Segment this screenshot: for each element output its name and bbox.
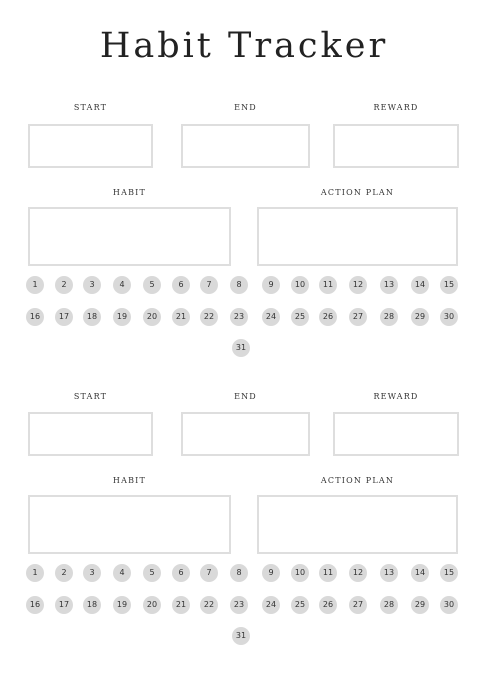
start-box[interactable] — [28, 124, 153, 168]
day-circle-13[interactable]: 13 — [380, 276, 398, 294]
day-circle-27[interactable]: 27 — [349, 596, 367, 614]
habit-box[interactable] — [28, 207, 231, 266]
habit-label: HABIT — [112, 476, 147, 485]
day-circle-14[interactable]: 14 — [411, 276, 429, 294]
start-box[interactable] — [28, 412, 153, 456]
day-circle-8[interactable]: 8 — [230, 276, 248, 294]
action-plan-box[interactable] — [257, 495, 458, 554]
day-circle-16[interactable]: 16 — [26, 596, 44, 614]
day-circle-10[interactable]: 10 — [291, 564, 309, 582]
day-circle-13[interactable]: 13 — [380, 564, 398, 582]
day-circle-10[interactable]: 10 — [291, 276, 309, 294]
day-circle-17[interactable]: 17 — [55, 308, 73, 326]
day-circle-29[interactable]: 29 — [411, 596, 429, 614]
day-circle-8[interactable]: 8 — [230, 564, 248, 582]
day-circle-9[interactable]: 9 — [262, 564, 280, 582]
end-label: END — [234, 103, 257, 112]
day-circle-14[interactable]: 14 — [411, 564, 429, 582]
day-circle-22[interactable]: 22 — [200, 308, 218, 326]
day-circle-17[interactable]: 17 — [55, 596, 73, 614]
day-circle-2[interactable]: 2 — [55, 564, 73, 582]
day-circle-30[interactable]: 30 — [440, 308, 458, 326]
day-circle-19[interactable]: 19 — [113, 308, 131, 326]
action-plan-label: ACTION PLAN — [320, 476, 395, 485]
day-circle-6[interactable]: 6 — [172, 564, 190, 582]
day-circle-11[interactable]: 11 — [319, 276, 337, 294]
day-circle-12[interactable]: 12 — [349, 564, 367, 582]
day-circle-5[interactable]: 5 — [143, 276, 161, 294]
day-circle-5[interactable]: 5 — [143, 564, 161, 582]
habit-label: HABIT — [112, 188, 147, 197]
day-circle-7[interactable]: 7 — [200, 564, 218, 582]
day-circle-3[interactable]: 3 — [83, 564, 101, 582]
day-circle-18[interactable]: 18 — [83, 596, 101, 614]
start-label: START — [73, 103, 108, 112]
day-circle-31[interactable]: 31 — [232, 627, 250, 645]
day-circle-18[interactable]: 18 — [83, 308, 101, 326]
day-circle-25[interactable]: 25 — [291, 308, 309, 326]
day-circle-27[interactable]: 27 — [349, 308, 367, 326]
day-circle-23[interactable]: 23 — [230, 308, 248, 326]
day-circle-3[interactable]: 3 — [83, 276, 101, 294]
day-circle-12[interactable]: 12 — [349, 276, 367, 294]
day-circle-20[interactable]: 20 — [143, 596, 161, 614]
day-circle-21[interactable]: 21 — [172, 308, 190, 326]
habit-box[interactable] — [28, 495, 231, 554]
reward-label: REWARD — [373, 392, 419, 401]
day-circle-19[interactable]: 19 — [113, 596, 131, 614]
day-circle-24[interactable]: 24 — [262, 308, 280, 326]
start-label: START — [73, 392, 108, 401]
day-circle-25[interactable]: 25 — [291, 596, 309, 614]
action-plan-label: ACTION PLAN — [320, 188, 395, 197]
day-circle-23[interactable]: 23 — [230, 596, 248, 614]
reward-box[interactable] — [333, 124, 459, 168]
day-circle-20[interactable]: 20 — [143, 308, 161, 326]
page-title: Habit Tracker — [99, 26, 389, 66]
end-box[interactable] — [181, 412, 310, 456]
day-circle-4[interactable]: 4 — [113, 276, 131, 294]
action-plan-box[interactable] — [257, 207, 458, 266]
day-circle-6[interactable]: 6 — [172, 276, 190, 294]
end-label: END — [234, 392, 257, 401]
reward-box[interactable] — [333, 412, 459, 456]
day-circle-9[interactable]: 9 — [262, 276, 280, 294]
day-circle-7[interactable]: 7 — [200, 276, 218, 294]
day-circle-1[interactable]: 1 — [26, 276, 44, 294]
day-circle-15[interactable]: 15 — [440, 564, 458, 582]
day-circle-21[interactable]: 21 — [172, 596, 190, 614]
day-circle-28[interactable]: 28 — [380, 596, 398, 614]
day-circle-30[interactable]: 30 — [440, 596, 458, 614]
day-circle-2[interactable]: 2 — [55, 276, 73, 294]
day-circle-31[interactable]: 31 — [232, 339, 250, 357]
day-circle-26[interactable]: 26 — [319, 308, 337, 326]
day-circle-11[interactable]: 11 — [319, 564, 337, 582]
day-circle-29[interactable]: 29 — [411, 308, 429, 326]
day-circle-28[interactable]: 28 — [380, 308, 398, 326]
day-circle-22[interactable]: 22 — [200, 596, 218, 614]
day-circle-1[interactable]: 1 — [26, 564, 44, 582]
day-circle-16[interactable]: 16 — [26, 308, 44, 326]
end-box[interactable] — [181, 124, 310, 168]
day-circle-24[interactable]: 24 — [262, 596, 280, 614]
day-circle-26[interactable]: 26 — [319, 596, 337, 614]
reward-label: REWARD — [373, 103, 419, 112]
day-circle-15[interactable]: 15 — [440, 276, 458, 294]
day-circle-4[interactable]: 4 — [113, 564, 131, 582]
